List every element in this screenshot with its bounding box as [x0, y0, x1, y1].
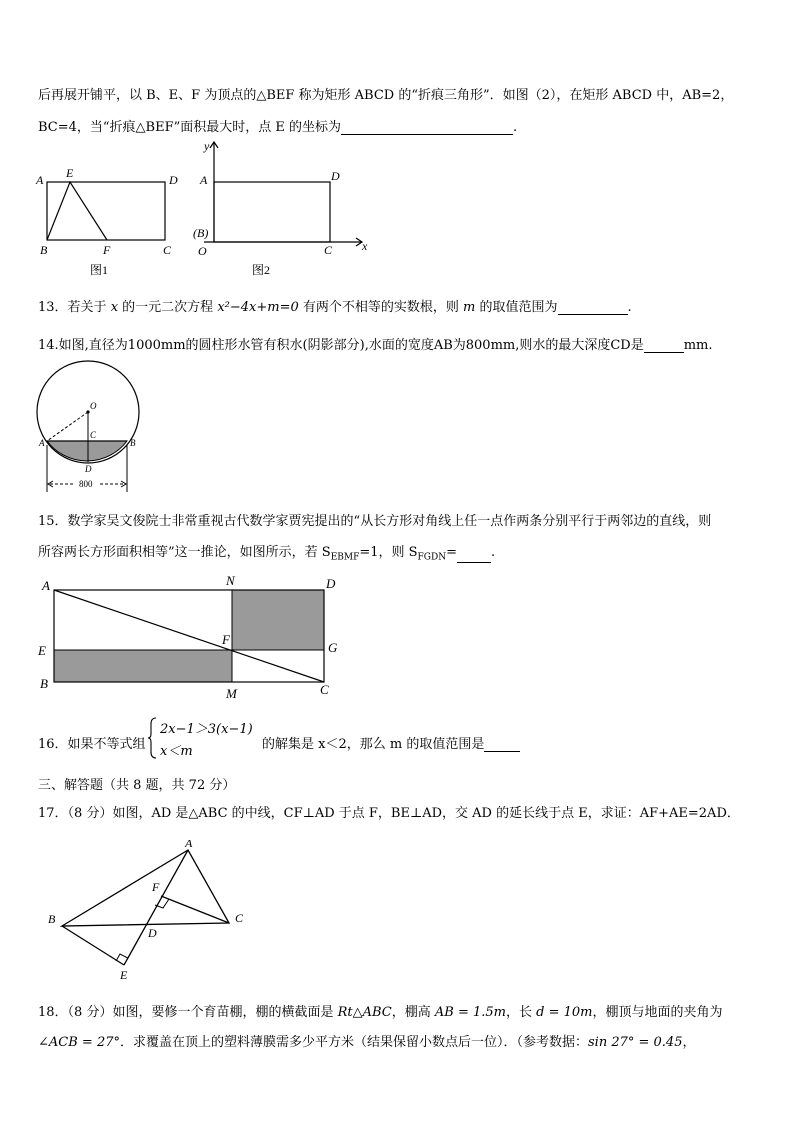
pipe-label-d: D [85, 464, 92, 474]
fig2-label-o: O [198, 244, 207, 258]
fig1-label-e: E [66, 166, 74, 180]
fig1-label-b: B [40, 243, 48, 257]
q13-answer-blank[interactable] [558, 302, 628, 315]
fig17-label-d: D [148, 926, 157, 940]
fig2-caption: 图2 [252, 263, 271, 277]
fig15-label-d: D [326, 576, 336, 591]
q14-answer-blank[interactable] [644, 340, 684, 353]
pipe-label-a: A [39, 438, 45, 448]
fig15-label-e: E [38, 643, 46, 658]
q12-figure-2 [190, 138, 380, 280]
fig1-label-f: F [103, 243, 111, 257]
q15-answer-blank[interactable] [457, 550, 491, 563]
fig15-label-g: G [328, 640, 338, 655]
fig1-label-d: D [169, 173, 178, 187]
fig2-label-x: x [362, 239, 368, 253]
fig2-label-d: D [331, 169, 340, 183]
q12-figure-1 [30, 160, 190, 280]
q14-pipe-figure [30, 358, 150, 498]
q16-inequality-system [148, 716, 258, 760]
q16-text-tail: 的解集是 x＜2，那么 m 的取值范围是 [262, 733, 520, 752]
q18-text-line1: 18．（8 分）如图，要修一个育苗棚，棚的横截面是 Rt△ABC，棚高 AB = 1.5m，长 d = 10m，棚顶与地面的夹角为 [38, 1005, 723, 1020]
section-3-heading: 三、解答题（共 8 题，共 72 分） [38, 778, 236, 793]
pipe-label-c: C [90, 430, 97, 440]
q12-answer-blank[interactable] [341, 122, 513, 135]
q17-triangle-figure [38, 840, 258, 985]
q12-text-line1: 后再展开铺平，以 B、E、F 为顶点的△BEF 称为矩形 ABCD 的“折痕三角形”．如图（2），在矩形 ABCD 中，AB=2， [38, 88, 734, 103]
q16-answer-blank[interactable] [484, 739, 520, 752]
q16-row-2: x＜m [160, 744, 193, 759]
fig15-label-a: A [42, 578, 50, 593]
q14-text: 14.如图,直径为1000mm的圆柱形水管有积水(阴影部分),水面的宽度AB为800mm,则水的最大深度CD是 mm. [38, 338, 713, 353]
q15-text-line2: 所容两长方形面积相等”这一推论，如图所示，若 $S_{EBMF}=1$，则 $S_{FGDN}=$ . [38, 545, 496, 563]
fig1-label-a: A [36, 173, 44, 187]
fig15-label-f: F [222, 632, 230, 647]
q15-text-line1: 15．数学家吴文俊院士非常重视古代数学家贾宪提出的“从长方形对角线上任一点作两条分别平行于两邻边的直线，则 [38, 514, 712, 529]
q12-text-line2: BC=4，当“折痕△BEF”面积最大时，点 E 的坐标为 . [38, 120, 518, 135]
fig1-caption: 图1 [90, 263, 109, 277]
fig2-label-b: (B) [193, 226, 209, 240]
fig15-label-c: C [320, 682, 329, 697]
q13-text: 13．若关于 x 的一元二次方程 x²−4x+m=0 有两个不相等的实数根，则 m 的取值范围为 . [38, 300, 632, 315]
q16-text: 16．如果不等式组 [38, 737, 146, 752]
q17-text: 17．（8 分）如图，AD 是△ABC 的中线，CF⊥AD 于点 F，BE⊥AD，交 AD 的延长线于点 E，求证：AF+AE=2AD． [38, 806, 740, 821]
fig17-label-a: A [185, 840, 193, 850]
pipe-width-label: 800 [79, 479, 93, 489]
fig17-label-f: F [152, 880, 160, 894]
q16-row-1: 2x−1＞3(x−1) [160, 722, 253, 737]
pipe-label-o: O [90, 401, 97, 411]
fig15-label-b: B [40, 676, 48, 691]
fig2-label-a: A [200, 173, 208, 187]
q15-rectangle-figure [30, 572, 360, 702]
pipe-label-b: B [130, 438, 136, 448]
fig2-label-y: y [204, 139, 210, 153]
fig15-label-m: M [226, 686, 237, 701]
fig17-label-c: C [235, 911, 244, 925]
q18-text-line2: ∠ACB = 27°．求覆盖在顶上的塑料薄膜需多少平方米（结果保留小数点后一位）．（参考数据：sin 27° = 0.45， [38, 1035, 696, 1050]
fig2-label-c: C [324, 243, 333, 257]
fig15-label-n: N [226, 573, 235, 588]
fig17-label-e: E [120, 968, 128, 982]
fig1-label-c: C [163, 243, 172, 257]
fig17-label-b: B [48, 912, 56, 926]
